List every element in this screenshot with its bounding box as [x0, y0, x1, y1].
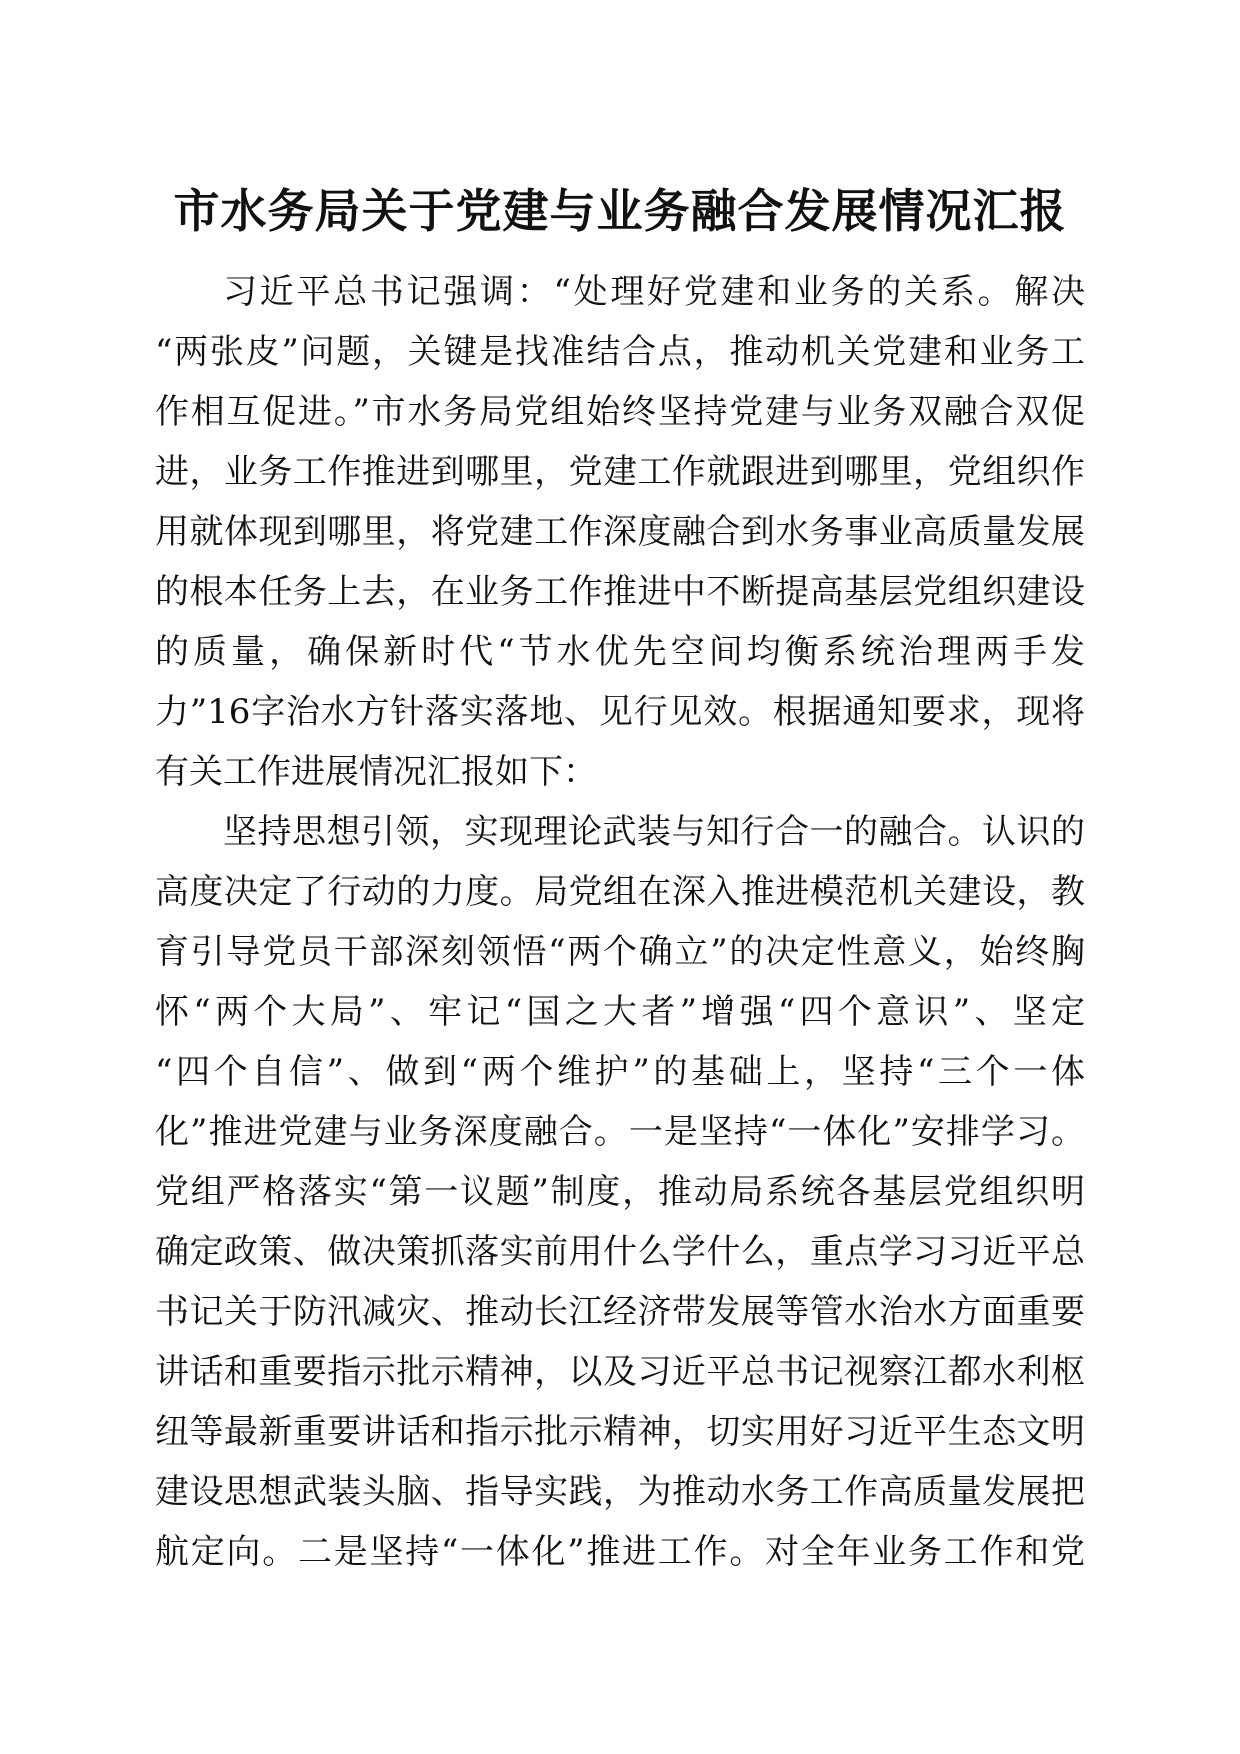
body-line: 有关工作进展情况汇报如下：	[155, 752, 597, 792]
body-line: 育引导党员干部深刻领悟“两个确立”的决定性意义，始终胸	[155, 932, 1085, 972]
body-line: 确定政策、做决策抓落实前用什么学什么，重点学习习近平总	[155, 1232, 1085, 1272]
body-line: 用就体现到哪里，将党建工作深度融合到水务事业高质量发展	[155, 512, 1085, 552]
body-line: 航定向。二是坚持“一体化”推进工作。对全年业务工作和党	[155, 1532, 1085, 1572]
body-line: 怀“两个大局”、牢记“国之大者”增强“四个意识”、坚定	[155, 992, 1085, 1032]
body-line: 建设思想武装头脑、指导实践，为推动水务工作高质量发展把	[155, 1472, 1085, 1512]
document-title: 市水务局关于党建与业务融合发展情况汇报	[173, 184, 1067, 238]
body-line: 化”推进党建与业务深度融合。一是坚持“一体化”安排学习。	[155, 1112, 1085, 1152]
body-line: 党组严格落实“第一议题”制度，推动局系统各基层党组织明	[155, 1172, 1085, 1212]
body-line: 纽等最新重要讲话和指示批示精神，切实用好习近平生态文明	[155, 1412, 1085, 1452]
body-line: 高度决定了行动的力度。局党组在深入推进模范机关建设，教	[155, 872, 1085, 912]
body-line: 进，业务工作推进到哪里，党建工作就跟进到哪里，党组织作	[155, 452, 1085, 492]
body-line: 坚持思想引领，实现理论武装与知行合一的融合。认识的	[223, 812, 1085, 852]
body-line: 习近平总书记强调：“处理好党建和业务的关系。解决	[223, 272, 1085, 312]
body-line: “四个自信”、做到“两个维护”的基础上，坚持“三个一体	[155, 1052, 1085, 1092]
body-line: 力”16字治水方针落实落地、见行见效。根据通知要求，现将	[155, 692, 1085, 732]
body-line: 的质量，确保新时代“节水优先空间均衡系统治理两手发	[155, 632, 1085, 672]
body-line: 作相互促进。”市水务局党组始终坚持党建与业务双融合双促	[155, 392, 1085, 432]
body-line: “两张皮”问题，关键是找准结合点，推动机关党建和业务工	[155, 332, 1085, 372]
body-line: 讲话和重要指示批示精神，以及习近平总书记视察江都水利枢	[155, 1352, 1085, 1392]
body-line: 的根本任务上去，在业务工作推进中不断提高基层党组织建设	[155, 572, 1085, 612]
body-line: 书记关于防汛减灾、推动长江经济带发展等管水治水方面重要	[155, 1292, 1085, 1332]
document-body	[155, 262, 1085, 1582]
